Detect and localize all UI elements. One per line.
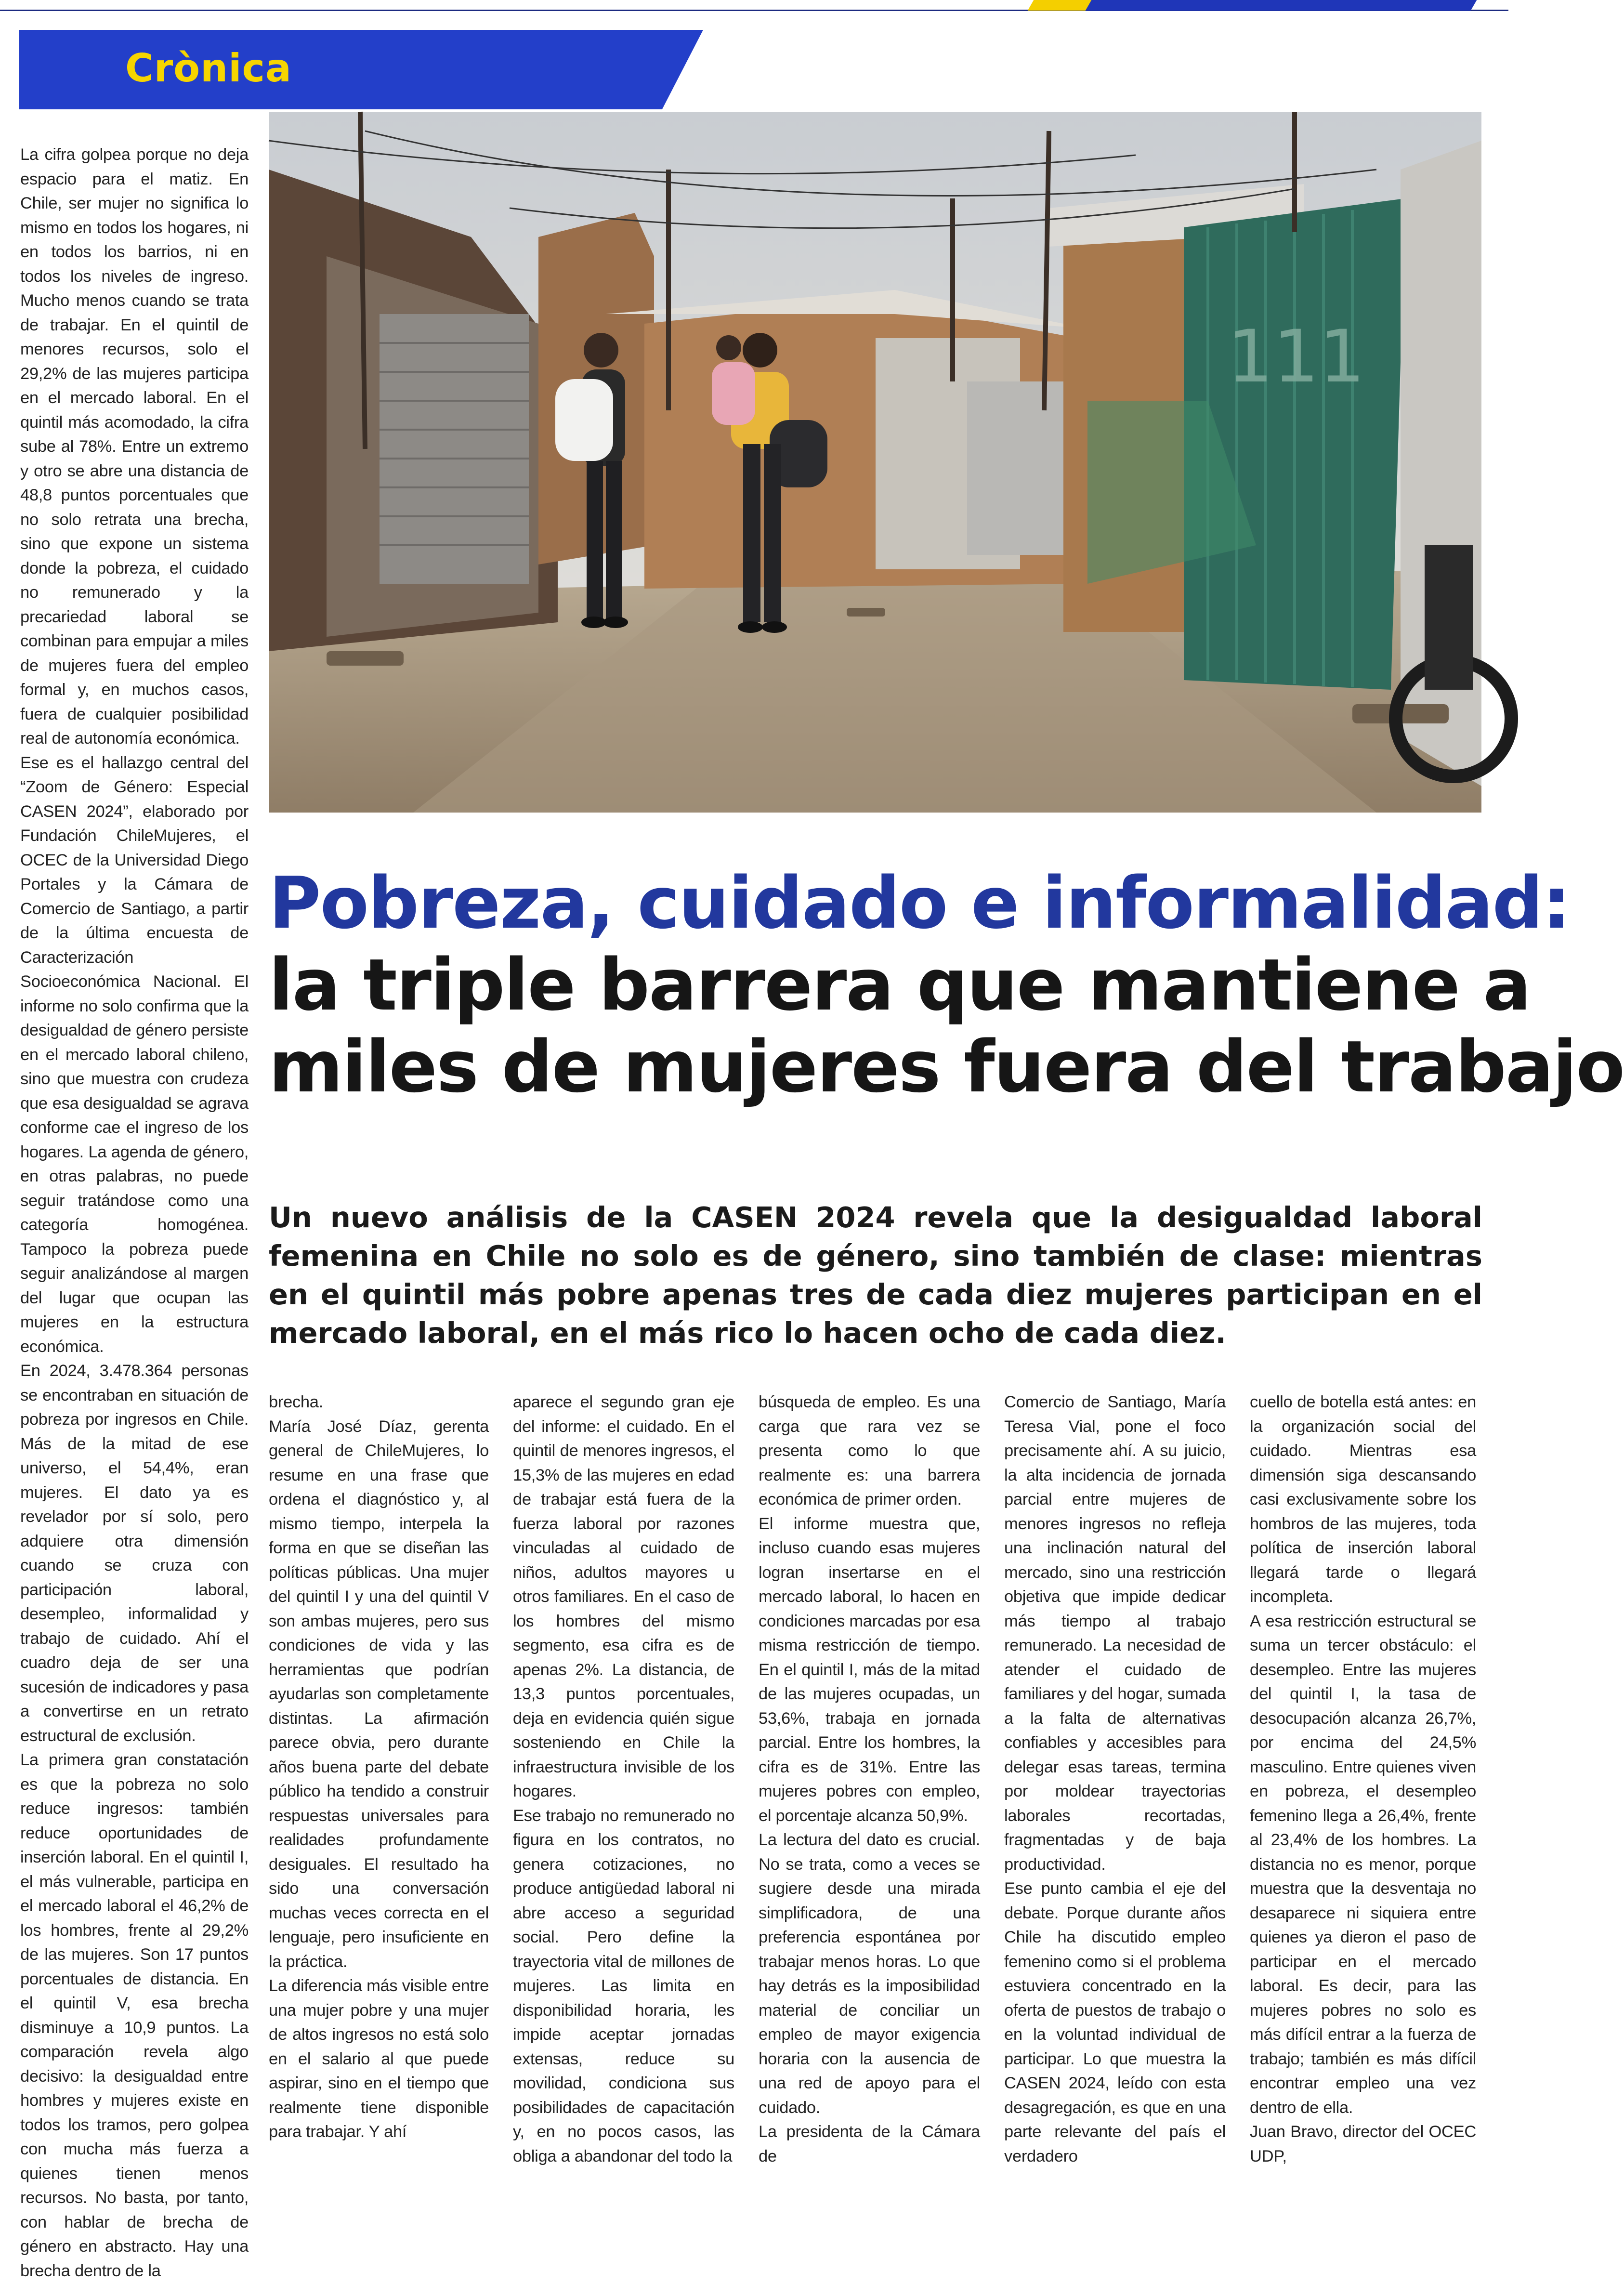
text-column-4 — [759, 1390, 980, 2165]
article-headline — [269, 862, 1624, 1108]
paragraph: Juan Bravo, director del OCEC UDP, — [1250, 2123, 1476, 2165]
paragraph: aparece el segundo gran eje del informe: el cuidado. En el quintil de menores ingresos, el 15,3% de las mujeres en edad de trabajar está fuera de la fuerza laboral por razones vinculadas al cuidado de niños, adultos mayores u otros familiares. En el caso de los hombres del mismo segmento, esa cifra es de apenas 2%. La distancia, de 13,3 puntos porcentuales, deja en evidencia quién sigue sosteniendo en Chile la infraestructura invisible de los hogares. — [513, 1393, 734, 1800]
paragraph: El informe muestra que, incluso cuando esas mujeres logran insertarse en el mercado laboral, lo hacen en condiciones marcadas por esa misma restricción de tiempo. En el quintil I, más de la mitad de las mujeres ocupadas, un 53,6%, trabaja en jornada parcial. Entre los hombres, la cifra es de 31%. Entre las mujeres pobres con empleo, el porcentaje alcanza 50,9%. — [759, 1514, 980, 1825]
article-lede: Un nuevo análisis de la CASEN 2024 revela que la desigualdad laboral femenina en Chile no solo es de género, sino también de clase: mientras en el quintil más pobre apenas tres de cada diez mujeres participan en el mercado laboral, en el más rico lo hacen ocho de cada diez. — [269, 1201, 1482, 1350]
paragraph: búsqueda de empleo. Es una carga que rara vez se presenta como lo que realmente es: una barrera económica de primer orden. — [759, 1393, 980, 1509]
text-column-2 — [269, 1390, 489, 2141]
paragraph: La primera gran constatación es que la pobreza no solo reduce ingresos: también reduce oportunidades de inserción laboral. En el quintil I, el más vulnerable, participa en el mercado laboral el 46,2% de los hombres, frente al 29,2% de las mujeres. Son 17 puntos porcentuales de distancia. En el quintil V, esa brecha disminuye a 10,9 puntos. La comparación revela algo decisivo: la desigualdad entre hombres y mujeres existe en todos los tramos, pero golpea con mucha más fuerza a quienes tienen menos recursos. No basta, por tanto, con hablar de brecha de género en abstracto. Hay una brecha dentro de la — [20, 1751, 249, 2280]
section-header-band — [19, 30, 703, 109]
paragraph: Ese es el hallazgo central del “Zoom de Género: Especial CASEN 2024”, elaborado por Fundación ChileMujeres, el OCEC de la Universidad Diego Portales y la Cámara de Comercio de Santiago, a partir de la última encuesta de Caracterización Socioeconómica Nacional. El informe no solo confirma que la desigualdad de género persiste en el mercado laboral chileno, sino que muestra con crudeza que esa desigualdad se agrava conforme cae el ingreso de los hogares. La agenda de género, en otras palabras, no puede seguir tratándose como una categoría homogénea. Tampoco la pobreza puede seguir analizándose al margen del lugar que ocupan las mujeres en la estructura económica. — [20, 753, 249, 1356]
text-column-3 — [513, 1390, 734, 2165]
article-photo — [269, 112, 1481, 813]
paragraph: cuello de botella está antes: en la organización social del cuidado. Mientras esa dimensión siga descansando casi exclusivamente sobre los hombros de las mujeres, toda política de inserción laboral llegará tarde o llegará incompleta. — [1250, 1393, 1476, 1606]
headline-line-3: miles de mujeres fuera del trabajo — [269, 1025, 1624, 1108]
headline-line-1: Pobreza, cuidado e informalidad: — [269, 862, 1570, 945]
paragraph: En 2024, 3.478.364 personas se encontraban en situación de pobreza por ingresos en Chile. Más de la mitad de ese universo, el 54,4%, eran mujeres. El dato ya es revelador por sí solo, pero adquiere otra dimensión cuando se cruza con participación laboral, desempleo, informalidad y trabajo de cuidado. Ahí el cuadro deja de ser una sucesión de indicadores y pasa a convertirse en un retrato estructural de exclusión. — [20, 1362, 249, 1745]
text-column-1 — [20, 143, 249, 2280]
paragraph: María José Díaz, gerenta general de ChileMujeres, lo resume en una frase que ordena el diagnóstico y, al mismo tiempo, interpela la forma en que se diseñan las políticas públicas. Una mujer del quintil I y una del quintil V son ambas mujeres, pero sus condiciones de vida y las herramientas que podrían ayudarlas son completamente distintas. La afirmación parece obvia, pero durante años buena parte del debate público ha tendido a construir respuestas universales para realidades profundamente desiguales. El resultado ha sido una conversación muchas veces correcta en el lenguaje, pero insuficiente en la práctica. — [269, 1417, 489, 1971]
svg-text:111: 111 — [1227, 315, 1365, 399]
paragraph: Comercio de Santiago, María Teresa Vial, pone el foco precisamente ahí. A su juicio, la alta incidencia de jornada parcial entre mujeres de menores ingresos no refleja una inclinación natural del mercado, sino una restricción objetiva que impide dedicar más tiempo al trabajo remunerado. La necesidad de atender el cuidado de familiares y del hogar, sumada a la falta de alternativas confiables y accesibles para delegar esas tareas, termina por moldear trayectorias laborales recortadas, fragmentadas y de baja productividad. — [1004, 1393, 1226, 1874]
section-label: Crònica — [125, 46, 292, 91]
paragraph: Ese trabajo no remunerado no figura en los contratos, no genera cotizaciones, no produce antigüedad laboral ni abre acceso a seguridad social. Pero define la trayectoria vital de millones de mujeres. Las limita en disponibilidad horaria, les impide aceptar jornadas extensas, reduce su movilidad, condiciona sus posibilidades de capacitación y, en no pocos casos, las obliga a abandonar del todo la — [513, 1806, 734, 2165]
text-column-5 — [1004, 1390, 1226, 2165]
text-column-6 — [1250, 1390, 1476, 2165]
paragraph: brecha. — [269, 1393, 323, 1411]
paragraph: La cifra golpea porque no deja espacio para el matiz. En Chile, ser mujer no significa lo mismo en todos los hogares, ni en todos los barrios, ni en todos los niveles de ingreso. Mucho menos cuando se trata de trabajar. En el quintil de menores recursos, solo el 29,2% de las mujeres participa en el mercado laboral. En el quintil más acomodado, la cifra sube al 78%. Entre un extremo y otro se abre una distancia de 48,8 puntos porcentuales que no solo retrata una brecha, sino que expone un sistema donde la pobreza, el cuidado no remunerado y la precariedad laboral se combinan para empujar a miles de mujeres fuera del empleo formal y, en muchos casos, fuera de cualquier posibilidad real de autonomía económica. — [20, 145, 249, 748]
paragraph: A esa restricción estructural se suma un tercer obstáculo: el desempleo. Entre las mujeres del quintil I, la tasa de desocupación alcanza 26,7%, por encima del 24,5% masculino. Entre quienes viven en pobreza, el desempleo femenino llega a 26,4%, frente al 23,4% de los hombres. La distancia no es menor, porque muestra que la desventaja no desaparece ni siquiera entre quienes ya dieron el paso de participar en el mercado laboral. Es decir, para las mujeres pobres no solo es más difícil entrar a la fuerza de trabajo; también es más difícil encontrar empleo una vez dentro de ella. — [1250, 1612, 1476, 2117]
top-blue-accent — [1086, 0, 1477, 11]
paragraph: La presidenta de la Cámara de — [759, 2123, 980, 2165]
headline-line-2: la triple barrera que mantiene a — [269, 944, 1531, 1026]
paragraph: Ese punto cambia el eje del debate. Porque durante años Chile ha discutido empleo femenino como si el problema estuviera concentrado en la oferta de puestos de trabajo o en la voluntad individual de participar. Lo que muestra la CASEN 2024, leído con esta desagregación, es que en una parte relevante del país el verdadero — [1004, 1879, 1226, 2165]
paragraph: La diferencia más visible entre una mujer pobre y una mujer de altos ingresos no está solo en el salario al que puede aspirar, sino en el tiempo que realmente tiene disponible para trabajar. Y ahí — [269, 1977, 489, 2141]
paragraph: La lectura del dato es crucial. No se trata, como a veces se sugiere desde una mirada simplificadora, de una preferencia espontánea por trabajar menos horas. Lo que hay detrás es la imposibilidad material de conciliar un empleo de mayor exigencia horaria con la ausencia de una red de apoyo para el cuidado. — [759, 1831, 980, 2117]
